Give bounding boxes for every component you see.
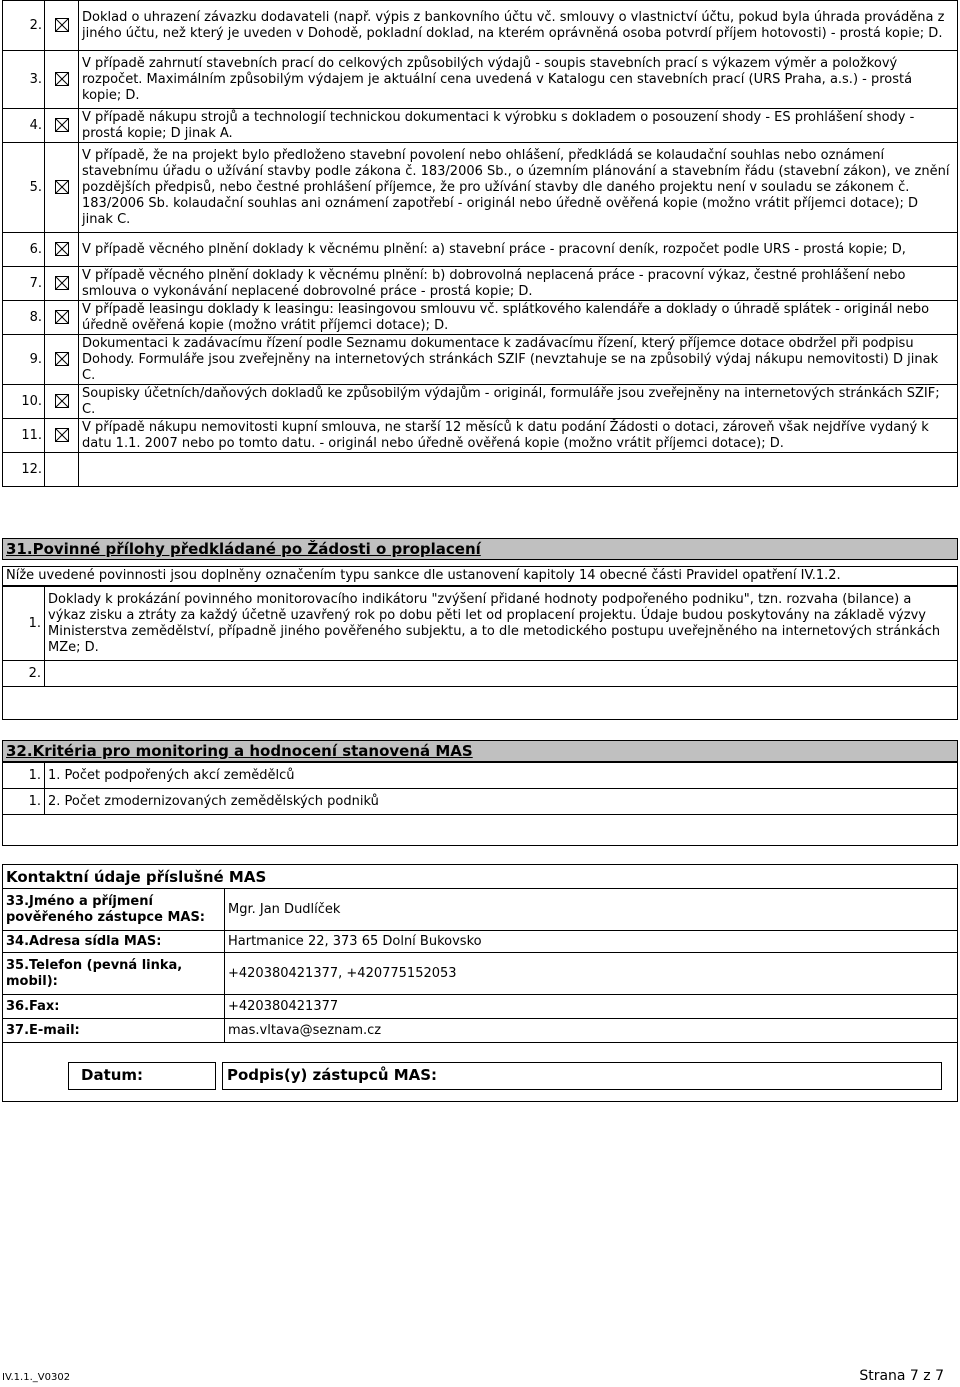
signature-field[interactable]: Podpis(y) zástupců MAS: — [222, 1062, 942, 1090]
contact-label: 33.Jméno a příjmení pověřeného zástupce MAS: — [3, 889, 225, 931]
attachment-checkbox-cell — [45, 453, 79, 487]
checked-box-icon[interactable] — [55, 72, 69, 86]
attachment-row — [3, 301, 958, 335]
attachment-text: V případě, že na projekt bylo předloženo stavební povolení nebo ohlášení, předkládá se kolaudační souhlas nebo oznámení stavebnímu úřadu o užívání stavby podle zákona č. 183/2006 Sb., o územním plánování a stavebním řádu (stavební zákon), ve znění pozdějších předpisů, nebo čestné prohlášení příjemce, že pro užívání stavby dle daného projektu není v souladu se zákonem č. 183/2006 Sb. kolaudační souhlas ani oznámení zapotřebí - originál nebo úředně ověřená kopie (možno vrátit příjemci dotace); D jinak C. — [79, 143, 958, 233]
section-31-heading: Povinné přílohy předkládané po Žádosti o proplacení — [32, 540, 481, 558]
attachment-checkbox-cell — [45, 267, 79, 301]
contact-title: Kontaktní údaje příslušné MAS — [2, 864, 958, 888]
attachment-row — [3, 109, 958, 143]
row-number: 1. — [3, 587, 45, 661]
attachment-number: 12. — [3, 453, 45, 487]
checked-box-icon[interactable] — [55, 180, 69, 194]
page-number: Strana 7 z 7 — [859, 1368, 944, 1384]
table-row — [3, 587, 958, 661]
row-text: 2. Počet zmodernizovaných zemědělských podniků — [45, 789, 958, 815]
date-field[interactable]: Datum: — [68, 1062, 216, 1090]
row-text: 1. Počet podpořených akcí zemědělců — [45, 763, 958, 789]
checked-box-icon[interactable] — [55, 352, 69, 366]
attachment-text: Dokumentaci k zadávacímu řízení podle Seznamu dokumentace k zadávacímu řízení, který příjemce dotace obdržel při podpisu Dohody. Formuláře jsou zveřejněny na internetových stránkách SZIF (nevztahuje se na způsobilý výdaj nákupu nemovitosti) D jinak C. — [79, 335, 958, 385]
attachment-number: 7. — [3, 267, 45, 301]
attachment-checkbox-cell — [45, 143, 79, 233]
attachment-number: 2. — [3, 1, 45, 51]
attachment-row — [3, 385, 958, 419]
attachment-checkbox-cell — [45, 109, 79, 143]
section-32-heading: Kritéria pro monitoring a hodnocení stanovená MAS — [32, 742, 473, 760]
row-text: Doklady k prokázání povinného monitorovacího indikátoru "zvýšení přidané hodnoty podpořeného podniku", tzn. rozvaha (bilance) a výkaz zisku a ztráty za každý účetně uzavřený rok po dobu pěti let od proplacení projektu. Údaje budou poskytovány na základě výzvy Ministerstva zemědělství, případně jiného pověřeného subjektu, a to dle metodického postupu uveřejněného na internetových stránkách MZe; D. — [45, 587, 958, 661]
contact-value: Mgr. Jan Dudlíček — [225, 889, 958, 931]
attachment-number: 5. — [3, 143, 45, 233]
attachment-row — [3, 419, 958, 453]
attachment-number: 3. — [3, 51, 45, 109]
attachment-checkbox-cell — [45, 51, 79, 109]
checked-box-icon[interactable] — [55, 394, 69, 408]
row-number: 1. — [3, 763, 45, 789]
attachment-number: 11. — [3, 419, 45, 453]
contact-value: +420380421377, +420775152053 — [225, 953, 958, 995]
table-row — [3, 763, 958, 789]
contact-row — [3, 995, 958, 1019]
attachment-text: V případě nákupu nemovitosti kupní smlouva, ne starší 12 měsíců k datu podání Žádosti o dotaci, zároveň však nejdříve vydaný k datu 1.1. 2007 nebo po tomto datu. - originál nebo úředně ověřená kopie (možno vrátit příjemci dotace); D. — [79, 419, 958, 453]
attachment-text: V případě leasingu doklady k leasingu: leasingovou smlouvu vč. splátkového kalendáře a doklady o úhradě splátek - originál nebo úředně ověřená kopie (možno vrátit příjemci dotace); D. — [79, 301, 958, 335]
section-31-spacer — [2, 686, 958, 720]
attachment-checkbox-cell — [45, 419, 79, 453]
section-32-number: 32. — [6, 742, 33, 760]
attachment-number: 8. — [3, 301, 45, 335]
checked-box-icon[interactable] — [55, 242, 69, 256]
contact-row — [3, 931, 958, 953]
contact-value: +420380421377 — [225, 995, 958, 1019]
document-code: IV.1.1._V0302 — [2, 1372, 71, 1383]
attachment-checkbox-cell — [45, 1, 79, 51]
attachment-checkbox-cell — [45, 301, 79, 335]
row-number: 1. — [3, 789, 45, 815]
attachment-row — [3, 453, 958, 487]
attachment-row — [3, 233, 958, 267]
table-row — [3, 789, 958, 815]
checked-box-icon[interactable] — [55, 310, 69, 324]
attachments-table — [2, 0, 958, 487]
checked-box-icon[interactable] — [55, 276, 69, 290]
attachment-checkbox-cell — [45, 233, 79, 267]
attachment-number: 4. — [3, 109, 45, 143]
checked-box-icon[interactable] — [55, 18, 69, 32]
row-number: 2. — [3, 661, 45, 687]
checked-box-icon[interactable] — [55, 428, 69, 442]
attachment-text: V případě nákupu strojů a technologií technickou dokumentaci k výrobku s dokladem o posouzení shody - ES prohlášení shody - prostá kopie; D jinak A. — [79, 109, 958, 143]
contact-label: 34.Adresa sídla MAS: — [3, 931, 225, 953]
contact-row — [3, 953, 958, 995]
section-32-spacer — [2, 814, 958, 846]
contact-row — [3, 1019, 958, 1043]
attachment-text: V případě věcného plnění doklady k věcnému plnění: b) dobrovolná neplacená práce - pracovní výkaz, čestné prohlášení nebo smlouva o vykonávání neplacené dobrovolné práce - prostá kopie; D. — [79, 267, 958, 301]
contact-value: Hartmanice 22, 373 65 Dolní Bukovsko — [225, 931, 958, 953]
checked-box-icon[interactable] — [55, 118, 69, 132]
contact-label: 35.Telefon (pevná linka, mobil): — [3, 953, 225, 995]
attachment-checkbox-cell — [45, 335, 79, 385]
attachment-row — [3, 143, 958, 233]
row-text — [45, 661, 958, 687]
section-31-number: 31. — [6, 540, 33, 558]
attachment-text: V případě zahrnutí stavebních prací do celkových způsobilých výdajů - soupis stavebních prací s výkazem výměr a položkový rozpočet. Maximálním způsobilým výdajem je aktuální cena uvedená v Katalogu cen stavebních prací (URS Praha, a.s.) - prostá kopie; D. — [79, 51, 958, 109]
contact-table — [2, 888, 958, 1043]
attachment-checkbox-cell — [45, 385, 79, 419]
attachment-text: Doklad o uhrazení závazku dodavateli (např. výpis z bankovního účtu vč. smlouvy o vlastnictví účtu, pokud byla úhrada prováděna z jiného účtu, než který je uveden v Dohodě, pokladní doklad, na kterém oprávněná osoba potvrdí příjem hotovosti) - prostá kopie; D. — [79, 1, 958, 51]
section-31-note: Níže uvedené povinnosti jsou doplněny označením typu sankce dle ustanovení kapitoly 14 obecné části Pravidel opatření IV.1.2. — [2, 566, 958, 586]
attachment-number: 9. — [3, 335, 45, 385]
attachment-row — [3, 267, 958, 301]
attachment-text — [79, 453, 958, 487]
section-32-title — [2, 740, 958, 762]
contact-label: 37.E-mail: — [3, 1019, 225, 1043]
section-31-title — [2, 538, 958, 560]
attachment-row — [3, 51, 958, 109]
contact-label: 36.Fax: — [3, 995, 225, 1019]
attachment-text: V případě věcného plnění doklady k věcnému plnění: a) stavební práce - pracovní deník, rozpočet podle URS - prostá kopie; D, — [79, 233, 958, 267]
contact-row — [3, 889, 958, 931]
attachment-number: 6. — [3, 233, 45, 267]
table-row — [3, 661, 958, 687]
attachment-row — [3, 1, 958, 51]
attachment-row — [3, 335, 958, 385]
section-32-table — [2, 762, 958, 815]
attachment-text: Soupisky účetních/daňových dokladů ke způsobilým výdajům - originál, formuláře jsou zveřejněny na internetových stránkách SZIF; C. — [79, 385, 958, 419]
contact-value: mas.vltava@seznam.cz — [225, 1019, 958, 1043]
section-31-table — [2, 586, 958, 687]
attachment-number: 10. — [3, 385, 45, 419]
